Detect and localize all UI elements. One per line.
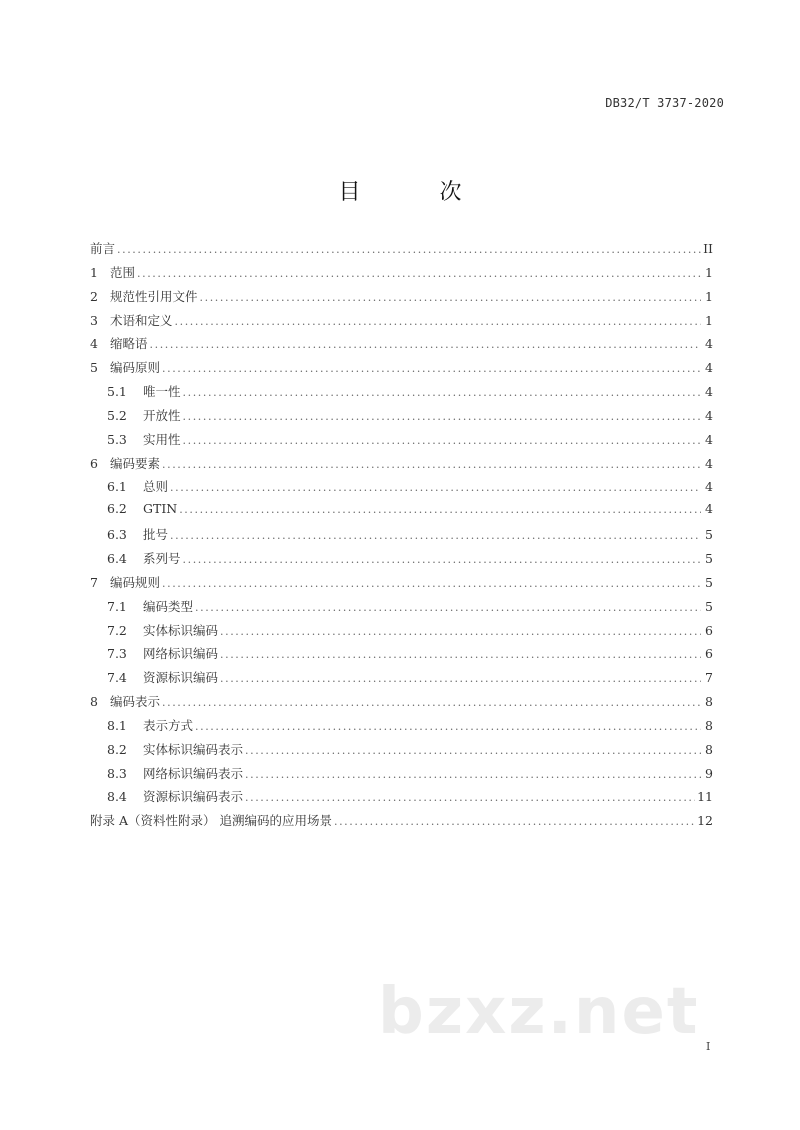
toc-entry-label: 唯一性 (143, 384, 181, 400)
toc-leader-dots (200, 291, 701, 304)
toc-entry[interactable] (90, 454, 713, 478)
toc-entry-label: 范围 (110, 264, 136, 280)
toc-entry-number: 7.4 (107, 670, 127, 686)
toc-entry-label: 缩略语 (110, 336, 148, 352)
toc-entry-page: 11 (697, 789, 713, 805)
toc-leader-dots (195, 720, 701, 733)
toc-entry-page: 1 (705, 288, 713, 304)
toc-entry-label: 附录 A（资料性附录） 追溯编码的应用场景 (90, 813, 332, 829)
toc-entry[interactable] (90, 501, 713, 525)
toc-entry-label: 实体标识编码 (143, 622, 219, 638)
toc-entry-number: 8.2 (107, 741, 127, 757)
toc-entry-page: 7 (705, 670, 713, 686)
toc-entry-number: 8 (90, 694, 98, 710)
toc-entry[interactable] (90, 764, 713, 788)
toc-leader-dots (220, 625, 701, 638)
toc-entry[interactable] (90, 668, 713, 692)
toc-entry[interactable] (90, 382, 713, 406)
toc-entry-label: 实用性 (143, 431, 181, 447)
toc-entry-label: 编码规则 (110, 574, 161, 590)
toc-entry[interactable] (90, 358, 713, 382)
toc-leader-dots (334, 815, 695, 828)
toc-entry-page: 1 (705, 264, 713, 280)
toc-leader-dots (183, 410, 701, 423)
toc-entry-page: 6 (705, 622, 713, 638)
toc-entry-page: 4 (705, 501, 713, 517)
toc-entry-number: 8.4 (107, 789, 127, 805)
toc-entry-label: 编码要素 (110, 455, 161, 471)
toc-entry[interactable] (90, 334, 713, 358)
toc-entry-label: 开放性 (143, 407, 181, 423)
toc-entry-label: 编码表示 (110, 694, 161, 710)
toc-entry[interactable] (90, 239, 713, 263)
toc-entry-number: 6.4 (107, 550, 127, 566)
toc-entry-number: 4 (90, 336, 98, 352)
toc-leader-dots (245, 768, 701, 781)
toc-leader-dots (162, 362, 701, 375)
toc-entry-number: 5.2 (107, 407, 127, 423)
toc-leader-dots (220, 672, 701, 685)
standard-number: DB32/T 3737-2020 (605, 96, 724, 110)
toc-entry-label: 术语和定义 (110, 312, 173, 328)
toc-entry-number: 8.1 (107, 717, 127, 733)
toc-entry[interactable] (90, 740, 713, 764)
toc-entry-number: 6.1 (107, 479, 127, 495)
toc-entry-page: 1 (705, 312, 713, 328)
toc-entry-label: GTIN (143, 501, 178, 517)
toc-entry-number: 5.3 (107, 431, 127, 447)
toc-entry-page: 4 (705, 455, 713, 471)
toc-entry-page: 8 (705, 741, 713, 757)
toc-entry-number: 6.3 (107, 527, 127, 543)
page-title: 目 次 (338, 180, 498, 205)
toc-entry[interactable] (90, 692, 713, 716)
toc-entry-number: 2 (90, 288, 98, 304)
toc-entry-label: 编码类型 (143, 598, 194, 614)
toc-entry[interactable] (90, 811, 713, 835)
toc-entry-page: 4 (705, 431, 713, 447)
toc-entry-page: 5 (705, 550, 713, 566)
toc-entry-number: 1 (90, 264, 98, 280)
toc-entry[interactable] (90, 716, 713, 740)
toc-entry[interactable] (90, 644, 713, 668)
toc-entry-page: 6 (705, 646, 713, 662)
toc-leader-dots (245, 791, 695, 804)
toc-entry-label: 总则 (143, 479, 169, 495)
toc-entry[interactable] (90, 263, 713, 287)
toc-entry[interactable] (90, 787, 713, 811)
toc-entry[interactable] (90, 525, 713, 549)
toc-entry-page: 4 (705, 336, 713, 352)
toc-entry-label: 网络标识编码表示 (143, 765, 244, 781)
toc-leader-dots (137, 267, 701, 280)
toc-entry-page: 4 (705, 407, 713, 423)
toc-entry-label: 编码原则 (110, 360, 161, 376)
toc-leader-dots (183, 434, 701, 447)
toc-entry-label: 规范性引用文件 (110, 288, 198, 304)
toc-entry[interactable] (90, 621, 713, 645)
toc-entry-page: 4 (705, 479, 713, 495)
toc-entry-number: 7.3 (107, 646, 127, 662)
toc-entry-page: 5 (705, 598, 713, 614)
toc-leader-dots (170, 529, 701, 542)
toc-entry-number: 7 (90, 574, 98, 590)
toc-leader-dots (117, 243, 701, 256)
toc-entry-page: 4 (705, 360, 713, 376)
toc-entry-page: II (703, 241, 713, 256)
watermark: bzxz.net (378, 975, 700, 1049)
toc-entry[interactable] (90, 573, 713, 597)
toc-entry-label: 表示方式 (143, 717, 194, 733)
toc-entry-label: 网络标识编码 (143, 646, 219, 662)
footer-page-number: I (706, 1040, 711, 1053)
toc-leader-dots (175, 315, 701, 328)
toc-entry-number: 3 (90, 312, 98, 328)
toc-entry-page: 5 (705, 574, 713, 590)
toc-leader-dots (220, 648, 701, 661)
toc-leader-dots (179, 503, 701, 516)
toc-leader-dots (150, 338, 701, 351)
toc-leader-dots (162, 577, 701, 590)
toc-entry-label: 实体标识编码表示 (143, 741, 244, 757)
toc-entry-page: 12 (697, 813, 713, 829)
toc-entry-number: 7.2 (107, 622, 127, 638)
toc-entry[interactable] (90, 549, 713, 573)
toc-entry-number: 6 (90, 455, 98, 471)
toc-entry-page: 9 (705, 765, 713, 781)
toc-leader-dots (195, 601, 701, 614)
toc-entry-number: 5.1 (107, 384, 127, 400)
table-of-contents (90, 239, 713, 835)
toc-leader-dots (183, 386, 701, 399)
toc-entry-page: 8 (705, 717, 713, 733)
toc-leader-dots (183, 553, 701, 566)
toc-entry-label: 资源标识编码表示 (143, 789, 244, 805)
toc-entry-page: 4 (705, 384, 713, 400)
toc-entry-label: 批号 (143, 527, 169, 543)
toc-leader-dots (162, 458, 701, 471)
toc-leader-dots (245, 744, 701, 757)
toc-entry[interactable] (90, 287, 713, 311)
toc-entry[interactable] (90, 430, 713, 454)
toc-entry-number: 7.1 (107, 598, 127, 614)
toc-entry[interactable] (90, 311, 713, 335)
toc-entry-number: 6.2 (107, 501, 127, 517)
toc-entry-label: 系列号 (143, 550, 181, 566)
toc-entry[interactable] (90, 477, 713, 501)
toc-entry-label: 资源标识编码 (143, 670, 219, 686)
toc-entry-label: 前言 (90, 241, 116, 256)
toc-entry[interactable] (90, 406, 713, 430)
toc-entry-number: 8.3 (107, 765, 127, 781)
toc-entry-page: 8 (705, 694, 713, 710)
toc-entry-page: 5 (705, 527, 713, 543)
toc-leader-dots (162, 696, 701, 709)
toc-leader-dots (170, 481, 701, 494)
toc-entry[interactable] (90, 597, 713, 621)
toc-entry-number: 5 (90, 360, 98, 376)
